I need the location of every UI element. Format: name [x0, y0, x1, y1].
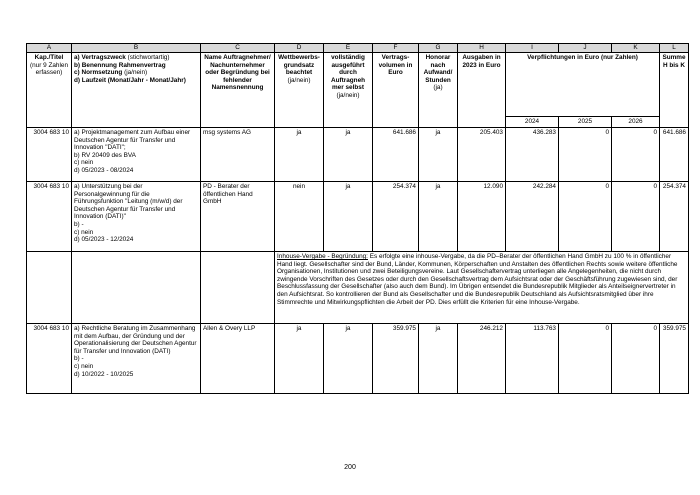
- cell-2026: 0: [612, 324, 660, 394]
- year-2026: 2026: [612, 117, 660, 128]
- header-b-l1-bold: a) Vertragszweck: [74, 54, 126, 61]
- cell-2025: 0: [559, 182, 612, 252]
- cell-ausgaben: 205.403: [458, 128, 506, 182]
- cell-2025: 0: [559, 128, 612, 182]
- zweck-a: a) Rechtliche Beratung im Zusammenhang mit dem Aufbau, der Gründung und der Operationalisierung der Deutschen Agentur für Transfer und Innovation (DATI): [74, 325, 197, 355]
- cell-2026: 0: [612, 182, 660, 252]
- cell-summe: 359.975: [660, 324, 689, 394]
- header-e-title: vollständig ausgeführt durch Auftragneh mer selbst: [330, 54, 366, 92]
- page-number: 200: [344, 464, 356, 471]
- header-row: [27, 53, 689, 117]
- cell-honorar: ja: [419, 324, 458, 394]
- header-kap-titel: [27, 53, 72, 128]
- cell-honorar: ja: [419, 128, 458, 182]
- contracts-table: [26, 43, 689, 394]
- col-letter-k: K: [612, 44, 660, 53]
- header-d-title: Wettbewerbs-grundsatz beachtet: [278, 54, 320, 77]
- header-b-l4: d) Laufzeit (Monat/Jahr - Monat/Jahr): [74, 76, 186, 84]
- cell-volumen: 641.686: [373, 128, 419, 182]
- cell-wettbewerb: ja: [275, 324, 324, 394]
- table-row: [27, 128, 689, 182]
- header-kap-sub: (nur 9 Zahlen erfassen): [29, 61, 68, 77]
- table-row: [27, 324, 689, 394]
- cell-wettbewerb: ja: [275, 128, 324, 182]
- cell-ausgaben: 246.212: [458, 324, 506, 394]
- header-d-sub: (ja/nein): [287, 76, 311, 84]
- cell-ausgefuehrt: ja: [324, 182, 373, 252]
- header-ausgaben-2023: Ausgaben in 2023 in Euro: [458, 53, 506, 128]
- zweck-b: b) -: [74, 355, 84, 363]
- cell-2024: 113.763: [506, 324, 559, 394]
- col-letter-j: J: [559, 44, 612, 53]
- cell-summe: 254.374: [660, 182, 689, 252]
- cell-name: msg systems AG: [201, 128, 275, 182]
- note-empty-c: [201, 252, 275, 324]
- zweck-b: b) -: [74, 220, 84, 228]
- cell-2026: 0: [612, 128, 660, 182]
- zweck-c: c) nein: [74, 159, 94, 167]
- cell-zweck: [72, 128, 201, 182]
- header-b-l2: b) Benennung Rahmenvertrag: [74, 61, 166, 69]
- cell-kap: 3004 683 10: [27, 128, 72, 182]
- col-letter-i: I: [506, 44, 559, 53]
- col-letter-b: B: [72, 44, 201, 53]
- cell-ausgaben: 12.090: [458, 182, 506, 252]
- header-b-l3-bold: c) Normsetzung: [74, 69, 123, 77]
- year-2024: 2024: [506, 117, 559, 128]
- inhouse-note-label: Inhouse-Vergabe - Begründung:: [277, 253, 368, 260]
- zweck-a: a) Projektmanagement zum Aufbau einer Deutschen Agentur für Transfer und Innovation "DATI";: [74, 129, 191, 152]
- zweck-d: d) 10/2022 - 10/2025: [74, 370, 134, 378]
- cell-volumen: 254.374: [373, 182, 419, 252]
- cell-name: PD - Berater der öffentlichen Hand GmbH: [201, 182, 275, 252]
- header-honorar: [419, 53, 458, 128]
- cell-wettbewerb: nein: [275, 182, 324, 252]
- zweck-a: a) Unterstützung bei der Personalgewinnung für die Führungsfunktion "Leitung (m/w/d) der Deutschen Agentur für Transfer und Innovation (DATI)": [74, 183, 183, 221]
- cell-volumen: 359.975: [373, 324, 419, 394]
- header-b-l1-rest: (stichwortartig): [125, 54, 170, 61]
- inhouse-note-text: Es erfolgte eine inhouse-Vergabe, da die PD–Berater der öffentlichen Hand GmbH zu 100 % in öffentlicher Hand liegt. Gesellschafter sind der Bund, Länder, Kommunen, Körperschaften und Anstalten des öffentlichen Rechts sowie weitere öffentliche Organisationen, Institutionen und zwei Beteiligungsvereine. Laut Gesellschaftervertrag unterliegen alle Angelegenheiten, die nicht durch zwingende Vorschriften des Gesetzes oder durch den Gesellschaftsvertrag dem Aufsichtsrat oder der Geschäftsführung zugewiesen sind, der Beschlussfassung der Gesellschafter (also auch dem Bund). Im Übrigen entsendet die Bundesrepublik Mitglieder als Anteilseignervertreter in den Aufsichtsrat. So kontrollieren der Bund als Gesellschafter und die Bundesrepublik Deutschland als Aufsichtsratsmitglied über ihre Stimmrechte und Mitwirkungspflichten die Arbeit der PD. Dies erfüllt die Kriterien für eine Inhouse-Vergabe.: [277, 253, 678, 306]
- inhouse-note: [275, 252, 689, 324]
- header-wettbewerb: [275, 53, 324, 128]
- zweck-c: c) nein: [74, 362, 94, 370]
- header-ausgefuehrt: [324, 53, 373, 128]
- header-verpflichtungen: Verpflichtungen in Euro (nur Zahlen): [506, 53, 660, 117]
- header-auftragnehmer: Name Auftragnehmer/ Nachunternehmer oder Begründung bei fehlender Namensnennung: [201, 53, 275, 128]
- header-kap-title: Kap./Titel: [34, 54, 64, 61]
- col-letter-f: F: [373, 44, 419, 53]
- cell-2024: 242.284: [506, 182, 559, 252]
- table-row: [27, 182, 689, 252]
- note-row: [27, 252, 689, 324]
- cell-kap: 3004 683 10: [27, 182, 72, 252]
- zweck-b: b) RV 20409 des BVA: [74, 151, 136, 159]
- zweck-d: d) 05/2023 - 12/2024: [74, 236, 134, 244]
- header-g-title: Honorar nach Aufwand/ Stunden: [423, 54, 453, 84]
- col-letter-a: A: [27, 44, 72, 53]
- cell-kap: 3004 683 10: [27, 324, 72, 394]
- col-letter-l: L: [660, 44, 689, 53]
- note-empty-b: [72, 252, 201, 324]
- col-letter-g: G: [419, 44, 458, 53]
- header-vertragszweck: [72, 53, 201, 128]
- header-g-sub: (ja): [433, 84, 443, 92]
- column-letter-row: [27, 44, 689, 53]
- cell-ausgefuehrt: ja: [324, 324, 373, 394]
- header-volumen: Vertrags-volumen in Euro: [373, 53, 419, 128]
- cell-2025: 0: [559, 324, 612, 394]
- header-e-sub: (ja/nein): [336, 91, 360, 99]
- year-2025: 2025: [559, 117, 612, 128]
- cell-ausgefuehrt: ja: [324, 128, 373, 182]
- cell-summe: 641.686: [660, 128, 689, 182]
- note-empty-a: [27, 252, 72, 324]
- cell-zweck: [72, 182, 201, 252]
- zweck-c: c) nein: [74, 228, 94, 236]
- cell-honorar: ja: [419, 182, 458, 252]
- cell-zweck: [72, 324, 201, 394]
- zweck-d: d) 05/2023 - 08/2024: [74, 166, 134, 174]
- col-letter-e: E: [324, 44, 373, 53]
- col-letter-c: C: [201, 44, 275, 53]
- col-letter-h: H: [458, 44, 506, 53]
- cell-2024: 436.283: [506, 128, 559, 182]
- header-b-l3-rest: (ja/nein): [122, 69, 148, 77]
- cell-name: Allen & Overy LLP: [201, 324, 275, 394]
- header-summe: Summe H bis K: [660, 53, 689, 128]
- col-letter-d: D: [275, 44, 324, 53]
